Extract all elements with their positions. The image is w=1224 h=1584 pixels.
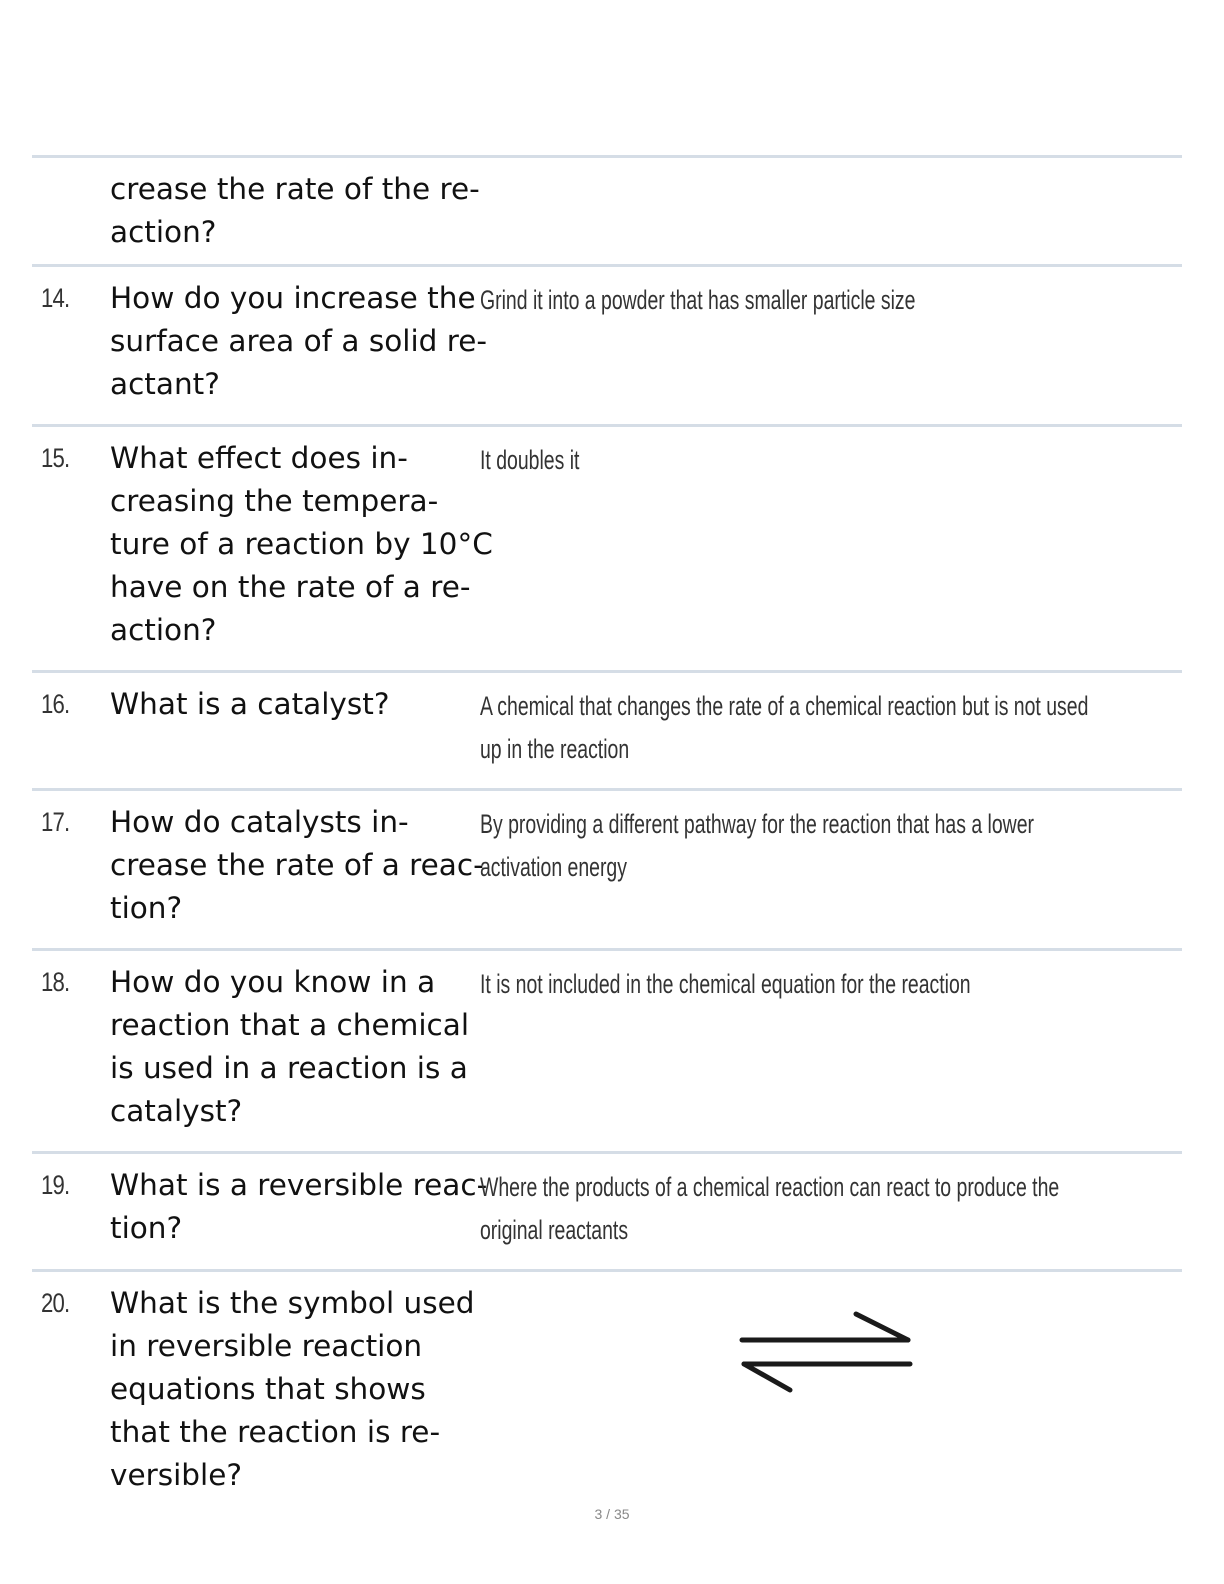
question-text xyxy=(110,168,478,254)
answer-text xyxy=(480,685,1180,771)
question-text xyxy=(110,277,488,406)
question-text xyxy=(110,1164,488,1250)
answer-text xyxy=(480,279,1180,322)
question-line: What effect does in- xyxy=(110,441,408,475)
question-text xyxy=(110,1282,478,1497)
question-line: action? xyxy=(110,215,217,249)
question-line: ture of a reaction by 10°C xyxy=(110,527,493,561)
row-number: 16. xyxy=(41,689,70,719)
flashcard-table xyxy=(32,155,1182,1504)
question-line: creasing the tempera- xyxy=(110,484,439,518)
table-row xyxy=(32,424,1182,670)
row-number: 20. xyxy=(41,1288,70,1318)
answer-line: activation energy xyxy=(480,852,627,882)
question-line: crease the rate of a reac- xyxy=(110,848,484,882)
question-line: action? xyxy=(110,613,217,647)
question-line: What is a catalyst? xyxy=(110,687,390,721)
question-text xyxy=(110,437,493,652)
answer-line: Where the products of a chemical reaction can react to produce the xyxy=(480,1172,1060,1202)
answer-line: original reactants xyxy=(480,1215,629,1245)
answer-text xyxy=(480,963,1180,1006)
row-number: 14. xyxy=(41,283,70,313)
table-row xyxy=(32,670,1182,788)
row-number: 17. xyxy=(41,807,70,837)
answer-line: up in the reaction xyxy=(480,734,630,764)
question-line: in reversible reaction xyxy=(110,1329,423,1363)
question-line: versible? xyxy=(110,1458,243,1492)
question-line: crease the rate of the re- xyxy=(110,172,480,206)
answer-text xyxy=(480,1166,1180,1252)
reversible-reaction-arrows-icon xyxy=(736,1302,916,1402)
question-line: What is a reversible reac- xyxy=(110,1168,488,1202)
answer-line: A chemical that changes the rate of a chemical reaction but is not used xyxy=(480,691,1089,721)
question-line: surface area of a solid re- xyxy=(110,324,488,358)
answer-line: By providing a different pathway for the reaction that has a lower xyxy=(480,809,1035,839)
table-row xyxy=(32,788,1182,948)
answer-text xyxy=(480,439,1180,482)
question-line: equations that shows xyxy=(110,1372,426,1406)
answer-text xyxy=(480,803,1180,889)
row-number: 18. xyxy=(41,967,70,997)
question-line: What is the symbol used xyxy=(110,1286,475,1320)
question-line: tion? xyxy=(110,1211,183,1245)
table-row xyxy=(32,1151,1182,1269)
answer-line: It doubles it xyxy=(480,445,580,475)
table-row xyxy=(32,948,1182,1151)
question-line: reaction that a chemical xyxy=(110,1008,470,1042)
table-row xyxy=(32,1269,1182,1504)
question-line: is used in a reaction is a xyxy=(110,1051,468,1085)
answer-line: It is not included in the chemical equation for the reaction xyxy=(480,969,971,999)
question-line: How do you know in a xyxy=(110,965,436,999)
table-row xyxy=(32,155,1182,264)
question-text xyxy=(110,961,478,1133)
question-line: have on the rate of a re- xyxy=(110,570,471,604)
question-text xyxy=(110,683,478,726)
answer-line: Grind it into a powder that has smaller particle size xyxy=(480,285,916,315)
table-row xyxy=(32,264,1182,424)
question-line: How do you increase the xyxy=(110,281,476,315)
row-number: 15. xyxy=(41,443,70,473)
question-text xyxy=(110,801,484,930)
question-line: tion? xyxy=(110,891,183,925)
question-line: actant? xyxy=(110,367,220,401)
question-line: catalyst? xyxy=(110,1094,243,1128)
page-indicator: 3 / 35 xyxy=(594,1506,630,1522)
row-number: 19. xyxy=(41,1170,70,1200)
question-line: How do catalysts in- xyxy=(110,805,409,839)
question-line: that the reaction is re- xyxy=(110,1415,441,1449)
